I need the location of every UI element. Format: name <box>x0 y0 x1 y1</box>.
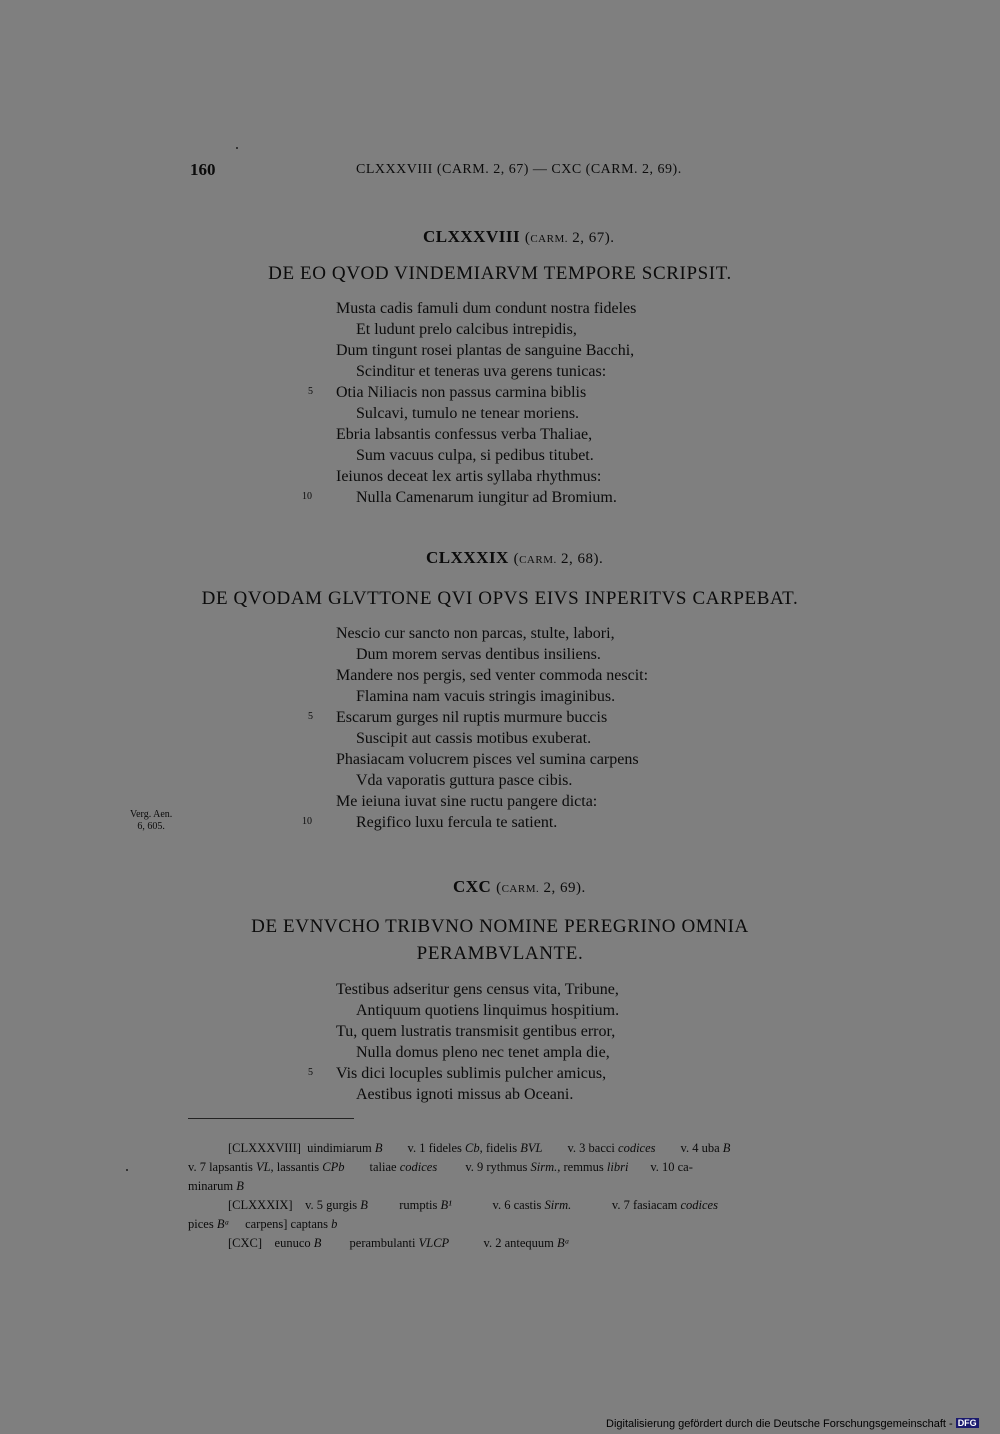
line-number: 5 <box>308 1067 313 1078</box>
verse-line: Et ludunt prelo calcibus intrepidis, <box>356 321 577 338</box>
poem-verse <box>336 298 636 508</box>
digitization-credit <box>606 1418 979 1430</box>
running-head: CLXXXVIII (CARM. 2, 67) — CXC (CARM. 2, 69). <box>356 162 682 177</box>
verse-line: Dum morem servas dentibus insiliens. <box>356 646 601 663</box>
citation-line: Verg. Aen. <box>130 809 173 820</box>
speck <box>126 1169 128 1171</box>
poem-reference: (CARM. 2, 69). <box>496 880 586 896</box>
page-number: 160 <box>190 160 216 179</box>
poem-number <box>426 548 603 568</box>
marginal-citation <box>130 809 172 833</box>
verse-line: Me ieiuna iuvat sine ructu pangere dicta: <box>336 793 598 810</box>
verse-line: Sum vacuus culpa, si pedibus titubet. <box>356 447 594 464</box>
poem-number <box>423 227 614 247</box>
footnote-rule <box>188 1118 354 1119</box>
poem-numeral: CXC <box>453 877 492 896</box>
poem-numeral: CLXXXVIII <box>423 227 521 246</box>
verse-line: Otia Niliacis non passus carmina biblis <box>336 384 587 401</box>
apparatus-line: [CLXXXIX] v. 5 gurgis B rumptis B¹ v. 6 castis Sirm. v. 7 fasiacam codices <box>228 1198 718 1212</box>
poem-reference: (CARM. 2, 68). <box>513 551 604 567</box>
verse-line: Ebria labsantis confessus verba Thaliae, <box>336 426 593 443</box>
apparatus-line: v. 7 lapsantis VL, lassantis CPb taliae codices v. 9 rythmus Sirm., remmus libri v. 10 ca- <box>188 1160 693 1174</box>
poem-number <box>453 877 586 897</box>
line-number: 10 <box>302 491 312 502</box>
verse-line: Sulcavi, tumulo ne tenear moriens. <box>356 405 580 422</box>
verse-line: Antiquum quotiens linquimus hospitium. <box>356 1002 620 1019</box>
verse-line: Suscipit aut cassis motibus exuberat. <box>356 730 592 747</box>
poem-verse <box>336 979 619 1105</box>
verse-line: Scinditur et teneras uva gerens tunicas: <box>356 363 607 380</box>
poem-numeral: CLXXXIX <box>426 548 509 567</box>
apparatus-line: [CLXXXVIII] uindimiarum B v. 1 fideles Cb, fidelis BVL v. 3 bacci codices v. 4 uba B <box>228 1141 731 1155</box>
line-number: 5 <box>308 711 313 722</box>
poem-reference: (CARM. 2, 67). <box>524 230 615 246</box>
verse-line: Phasiacam volucrem pisces vel sumina carpens <box>336 751 639 768</box>
apparatus-line: pices Bᵃ carpens] captans b <box>188 1217 338 1231</box>
apparatus-line: [CXC] eunuco B perambulanti VLCP v. 2 antequum Bᵃ <box>228 1236 570 1250</box>
verse-line: Flamina nam vacuis stringis imaginibus. <box>356 688 616 705</box>
verse-line: Musta cadis famuli dum condunt nostra fideles <box>336 300 637 317</box>
poem-title: PERAMBVLANTE. <box>416 943 584 964</box>
credit-text: Digitalisierung gefördert durch die Deutsche Forschungsgemeinschaft - <box>606 1418 953 1430</box>
verse-line: Testibus adseritur gens census vita, Tribune, <box>336 981 619 998</box>
poem-verse <box>336 623 648 833</box>
verse-line: Mandere nos pergis, sed venter commoda nescit: <box>336 667 649 684</box>
speck <box>236 147 238 149</box>
line-number: 10 <box>302 816 312 827</box>
verse-line: Nulla Camenarum iungitur ad Bromium. <box>356 489 617 506</box>
verse-line: Regifico luxu fercula te satient. <box>356 814 558 831</box>
verse-line: Nulla domus pleno nec tenet ampla die, <box>356 1044 610 1061</box>
poem-title: DE EVNVCHO TRIBVNO NOMINE PEREGRINO OMNIA <box>251 916 749 937</box>
verse-line: Dum tingunt rosei plantas de sanguine Bacchi, <box>336 342 635 359</box>
verse-line: Vis dici locuples sublimis pulcher amicus, <box>336 1065 607 1082</box>
verse-line: Vda vaporatis guttura pasce cibis. <box>356 772 573 789</box>
verse-line: Tu, quem lustratis transmisit gentibus error, <box>336 1023 616 1040</box>
line-number: 5 <box>308 386 313 397</box>
verse-line: Aestibus ignoti missus ab Oceani. <box>356 1086 574 1103</box>
apparatus-line: minarum B <box>188 1179 244 1193</box>
dfg-logo-icon: DFG <box>957 1418 977 1428</box>
citation-line: 6, 605. <box>137 821 165 832</box>
verse-line: Ieiunos deceat lex artis syllaba rhythmus: <box>336 468 602 485</box>
verse-line: Nescio cur sancto non parcas, stulte, labori, <box>336 625 615 642</box>
poem-title: DE QVODAM GLVTTONE QVI OPVS EIVS INPERITVS CARPEBAT. <box>201 588 799 609</box>
verse-line: Escarum gurges nil ruptis murmure buccis <box>336 709 608 726</box>
poem-title: DE EO QVOD VINDEMIARVM TEMPORE SCRIPSIT. <box>268 263 732 284</box>
